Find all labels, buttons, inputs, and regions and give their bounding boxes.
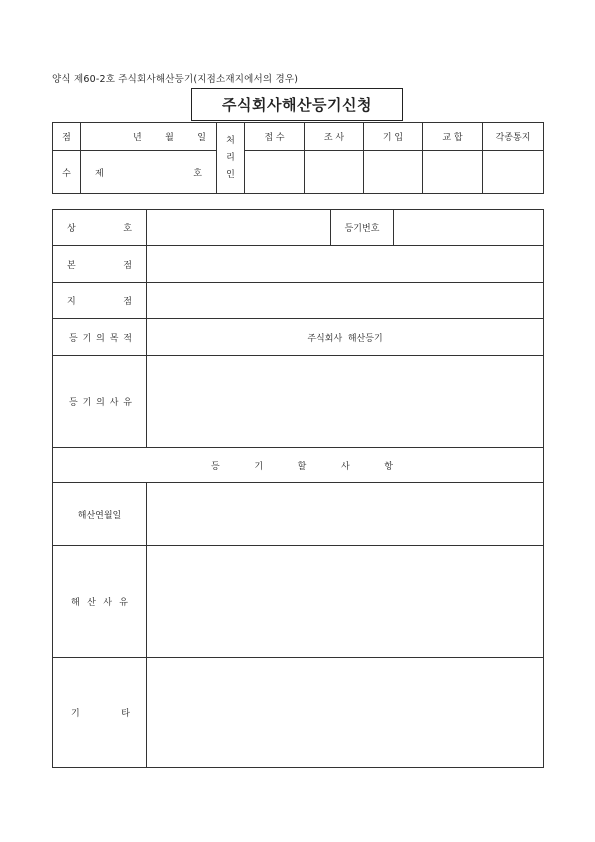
col-collation: 교 합 <box>423 123 483 151</box>
head-office-char-1: 본 <box>67 260 76 271</box>
head-office-field[interactable] <box>147 246 544 283</box>
entry-sign-box[interactable] <box>364 151 423 194</box>
dissolution-reason-field[interactable] <box>147 546 544 658</box>
trade-name-field[interactable] <box>147 210 331 246</box>
reason-char-3: 사 <box>103 598 112 608</box>
purpose-label <box>53 319 147 356</box>
branch-char-2: 점 <box>123 297 132 307</box>
heading-char-2: 기 <box>254 461 264 472</box>
heading-char-4: 사 <box>340 461 350 472</box>
reason-char-1: 해 <box>71 598 80 608</box>
trade-name-char-1: 상 <box>67 224 76 234</box>
cause-field[interactable] <box>147 356 544 448</box>
year-label: 년 <box>133 133 142 143</box>
purpose-char-5: 적 <box>123 333 132 344</box>
month-label: 월 <box>165 133 174 143</box>
col-review: 조 사 <box>305 123 364 151</box>
purpose-char-4: 목 <box>109 333 119 344</box>
processor-label <box>217 123 245 194</box>
reception-number-cell[interactable] <box>81 151 217 194</box>
number-suffix: 호 <box>193 168 202 179</box>
branch-label <box>53 283 147 319</box>
dissolution-date-field[interactable] <box>147 483 544 546</box>
reception-date-cell <box>81 123 217 151</box>
processor-char-3: 인 <box>226 169 235 180</box>
heading-char-3: 할 <box>297 461 307 472</box>
purpose-char-2: 기 <box>82 333 92 344</box>
heading-char-5: 항 <box>384 461 393 472</box>
registration-number-field[interactable] <box>394 210 544 246</box>
number-prefix: 제 <box>95 168 104 179</box>
receipt-sign-box[interactable] <box>245 151 305 194</box>
dissolution-date-label: 해산연월일 <box>53 483 147 546</box>
other-field[interactable] <box>147 658 544 768</box>
cause-char-4: 사 <box>109 398 119 408</box>
purpose-field[interactable]: 주식회사 해산등기 <box>147 319 544 356</box>
dissolution-reason-label <box>53 546 147 658</box>
purpose-char-3: 의 <box>96 333 105 344</box>
col-notices: 각종통지 <box>483 123 544 151</box>
reason-char-2: 산 <box>87 598 96 608</box>
other-char-1: 기 <box>71 709 80 719</box>
cause-char-2: 기 <box>82 398 92 408</box>
branch-char-1: 지 <box>67 297 76 307</box>
cause-char-1: 등 <box>69 398 78 408</box>
cause-char-3: 의 <box>96 398 105 408</box>
registration-number-label: 등기번호 <box>331 210 394 246</box>
col-receipt: 접 수 <box>245 123 305 151</box>
processor-char-1: 처 <box>226 135 235 146</box>
heading-char-1: 등 <box>211 461 220 472</box>
review-sign-box[interactable] <box>305 151 364 194</box>
collation-sign-box[interactable] <box>423 151 483 194</box>
matters-heading <box>53 448 544 483</box>
branch-field[interactable] <box>147 283 544 319</box>
cause-char-5: 유 <box>123 398 132 408</box>
form-code: 양식 제60-2호 주식회사해산등기(지점소재지에서의 경우) <box>52 74 299 85</box>
day-label: 일 <box>197 133 206 143</box>
reason-char-4: 유 <box>119 598 128 608</box>
head-office-char-2: 점 <box>123 260 132 271</box>
reception-label-top: 점 <box>53 123 81 151</box>
trade-name-label <box>53 210 147 246</box>
reception-table <box>52 122 544 194</box>
processor-char-2: 리 <box>226 152 235 163</box>
other-char-2: 타 <box>121 709 130 719</box>
reception-label-bottom: 수 <box>53 151 81 194</box>
trade-name-char-2: 호 <box>123 224 132 234</box>
form-title: 주식회사해산등기신청 <box>191 88 403 121</box>
purpose-char-1: 등 <box>69 333 78 344</box>
other-label <box>53 658 147 768</box>
col-entry: 기 입 <box>364 123 423 151</box>
application-table <box>52 209 544 768</box>
head-office-label <box>53 246 147 283</box>
notices-sign-box[interactable] <box>483 151 544 194</box>
cause-label <box>53 356 147 448</box>
